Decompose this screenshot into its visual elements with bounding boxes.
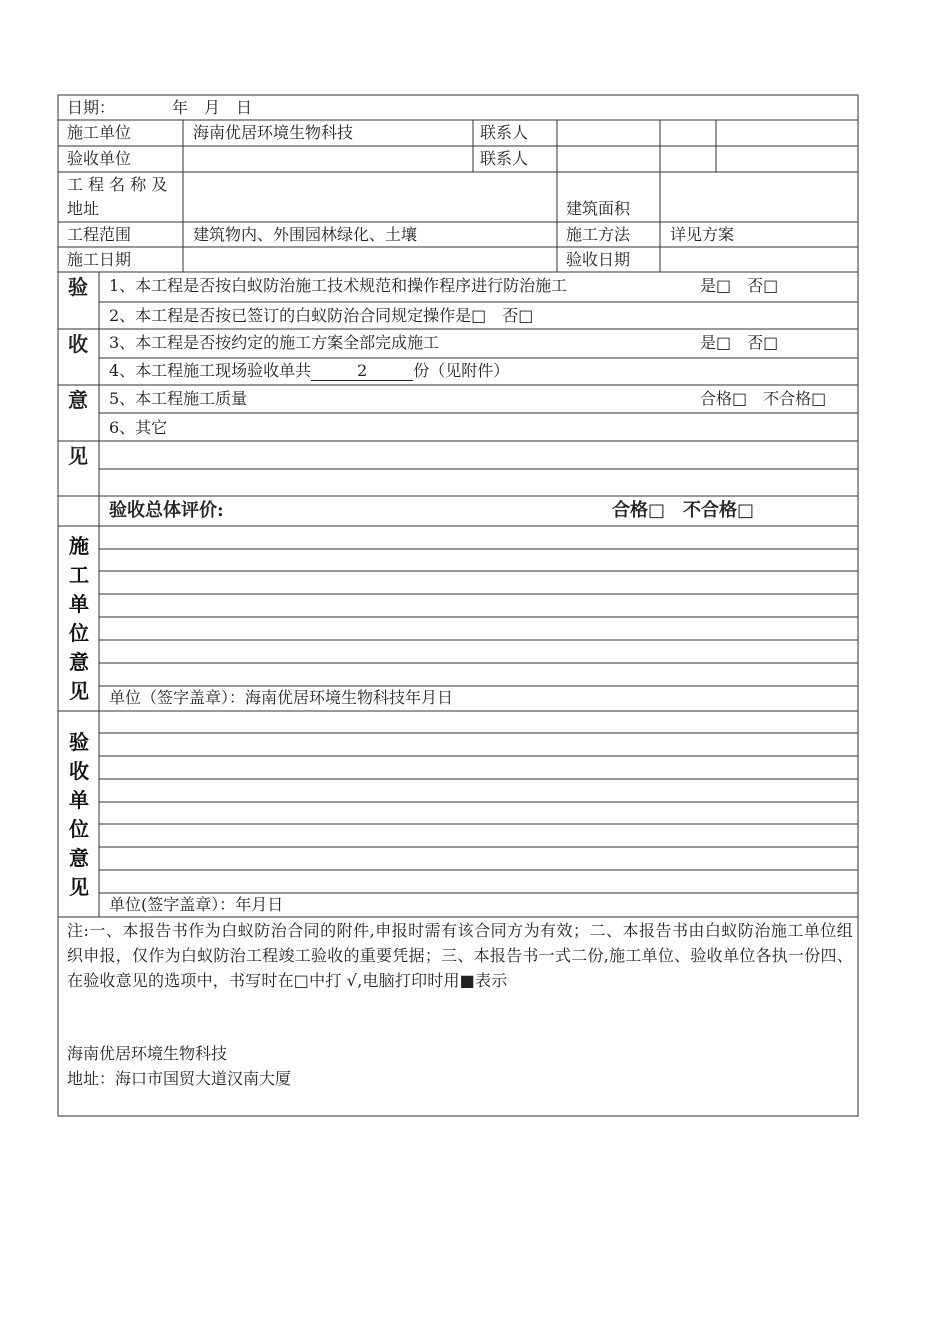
side-char: 位: [69, 817, 89, 841]
acceptance-unit-label: 验收单位: [67, 149, 132, 168]
building-area-label: 建筑面积: [566, 199, 631, 218]
company-address: 地址：海口市国贸大道汉南大厦: [67, 1069, 292, 1088]
acceptance-date-label: 验收日期: [566, 250, 631, 269]
side-char: 意: [69, 650, 89, 674]
opinion-item-checkbox[interactable]: 是□ 否□: [700, 333, 779, 352]
acceptance-opinion-side-label: [61, 728, 97, 902]
opinion-side-char: 验: [68, 275, 88, 299]
overall-evaluation-checkbox[interactable]: 合格□ 不合格□: [612, 500, 755, 521]
opinion-side-char: 意: [68, 388, 88, 412]
side-char: 收: [69, 759, 89, 783]
notes-text: 注:一、本报告书作为白蚁防治合同的附件,申报时需有该合同方为有效；二、本报告书由白蚁防治施工单位组织申报，仅作为白蚁防治工程竣工验收的重要凭据；三、本报告书一式二份,施工单位、验收单位各执一份四、在验收意见的选项中，书写时在□中打 √,电脑打印时用■表示: [67, 921, 853, 990]
company-name: 海南优居环境生物科技: [67, 1044, 228, 1063]
scope-value[interactable]: 建筑物内、外围园林绿化、土壤: [193, 225, 418, 244]
project-name-label: 工 程 名 称 及: [67, 175, 168, 194]
side-char: 验: [69, 730, 89, 754]
construction-unit-value[interactable]: 海南优居环境生物科技: [193, 123, 354, 142]
opinion-item-checkbox[interactable]: 合格□ 不合格□: [700, 389, 827, 408]
opinion-item-count-row: [109, 361, 509, 381]
side-char: 位: [69, 621, 89, 645]
count-prefix: 4、本工程施工现场验收单共: [109, 361, 312, 380]
scope-label: 工程范围: [67, 225, 132, 244]
construction-signature[interactable]: 单位（签字盖章）：海南优居环境生物科技年月日: [109, 688, 454, 707]
opinion-item-text: 6、其它: [109, 418, 168, 437]
overall-evaluation-label: 验收总体评价:: [109, 500, 224, 521]
contact-label: 联系人: [480, 123, 529, 142]
acceptance-signature[interactable]: 单位(签字盖章）：年月日: [109, 895, 284, 914]
side-char: 施: [69, 534, 89, 558]
opinion-side-char: 收: [68, 332, 88, 356]
side-char: 见: [69, 875, 89, 899]
side-char: 单: [69, 592, 89, 616]
contact-label: 联系人: [480, 149, 529, 168]
method-label: 施工方法: [566, 225, 631, 244]
count-field[interactable]: 2: [311, 362, 413, 381]
side-char: 工: [69, 563, 89, 587]
method-value[interactable]: 详见方案: [670, 225, 735, 244]
opinion-item-text: 3、本工程是否按约定的施工方案全部完成施工: [109, 333, 440, 352]
construction-opinion-side-label: [61, 532, 97, 706]
construction-date-label: 施工日期: [67, 250, 132, 269]
opinion-item-text: 5、本工程施工质量: [109, 389, 248, 408]
side-char: 意: [69, 846, 89, 870]
date-label: 日期：: [67, 98, 116, 117]
side-char: 见: [69, 679, 89, 703]
construction-unit-label: 施工单位: [67, 123, 132, 142]
opinion-side-char: 见: [68, 444, 88, 468]
side-char: 单: [69, 788, 89, 812]
count-suffix: 份（见附件）: [413, 361, 510, 380]
date-parts: 年 月 日: [172, 98, 253, 117]
opinion-item-checkbox[interactable]: 是□ 否□: [700, 276, 779, 295]
project-name-label-2: 地址: [67, 199, 100, 218]
opinion-item-text[interactable]: 2、本工程是否按已签订的白蚁防治合同规定操作是□ 否□: [109, 306, 534, 325]
opinion-item-text: 1、本工程是否按白蚁防治施工技术规范和操作程序进行防治施工: [109, 276, 568, 295]
